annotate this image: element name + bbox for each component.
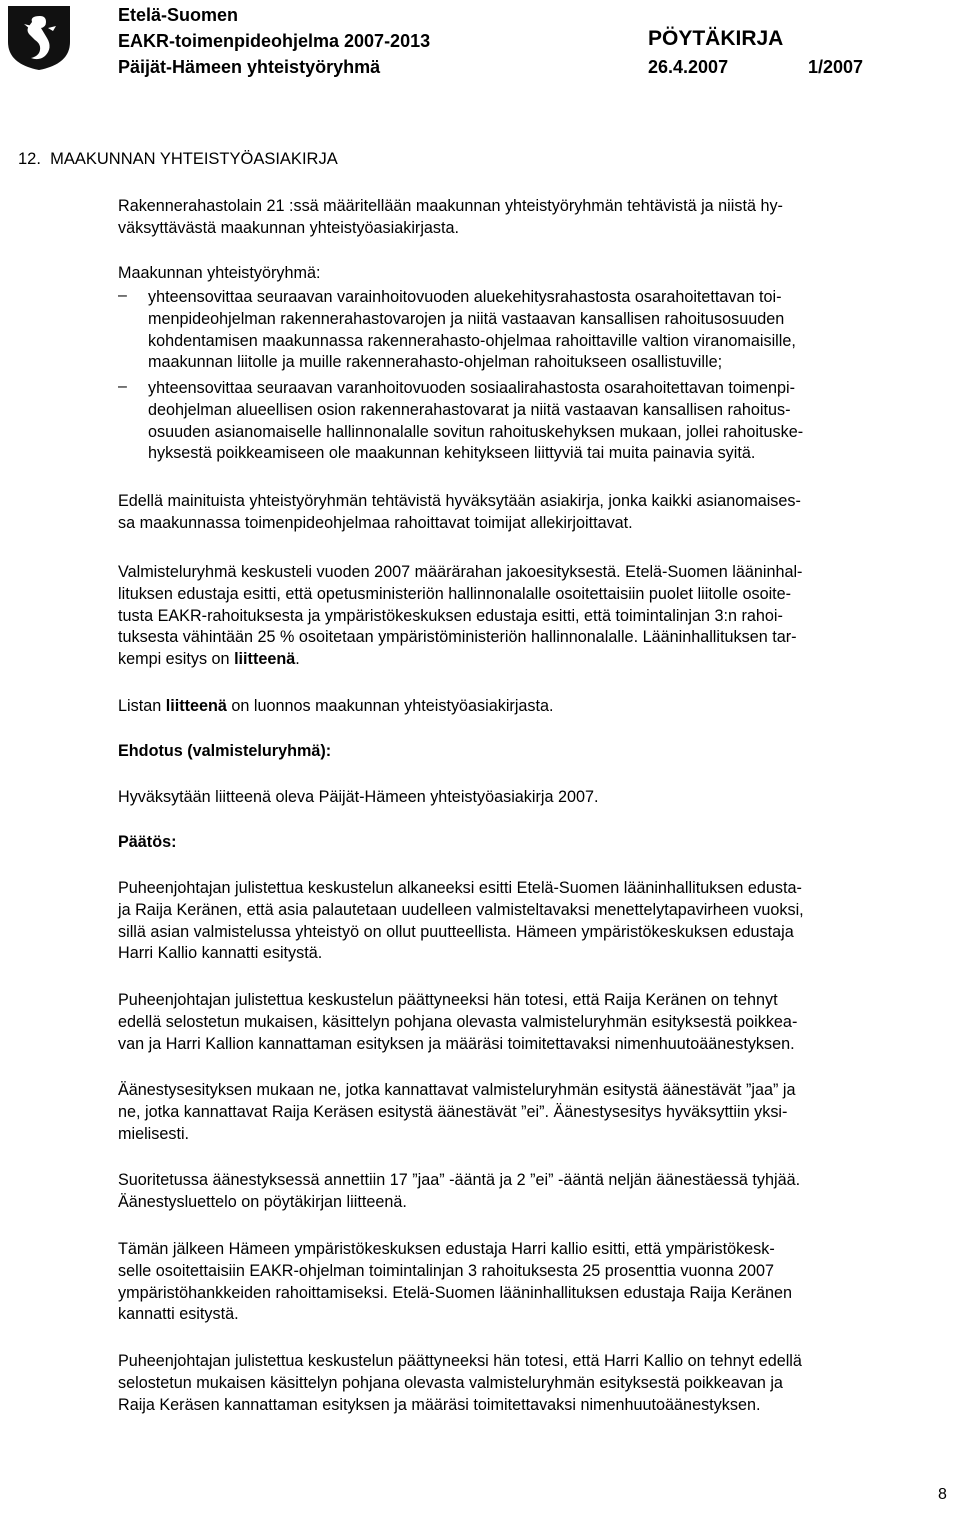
approval-paragraph: Edellä mainituista yhteistyöryhmän tehtävistä hyväksytään asiakirja, jonka kaikki asianomaises- sa maakunnassa toimenpideohjelmaa rahoittavat toimijat allekirjoittavat. — [118, 492, 801, 532]
list-dash: – — [118, 378, 127, 395]
list-intro: Maakunnan yhteistyöryhmä: — [118, 264, 321, 282]
list-dash: – — [118, 287, 127, 304]
decision-paragraph: Puheenjohtajan julistettua keskustelun päättyneeksi hän totesi, että Raija Keränen on tehnyt edellä selostetun mukaisen, käsittelyn pohjana olevasta valmisteluryhmän esityksestä poikkea- van ja Harri Kallion kannattaman esityksen ja määräsi toimitettavaksi nimenhuutoäänestyksen. — [118, 991, 798, 1053]
decision-paragraph: Suoritetussa äänestyksessä annettiin 17 ”jaa” -ääntä ja 2 ”ei” -ääntä neljän äänestäessä tyhjää. Äänestysluettelo on pöytäkirjan liitteenä. — [118, 1171, 801, 1211]
decision-paragraph: Äänestysesityksen mukaan ne, jotka kannattavat valmisteluryhmän esitystä äänestävät ”jaa” ja ne, jotka kannattavat Raija Keräsen esitystä äänestävät ”ei”. Äänestysesitys hyväksyttiin yksi- mielisesti. — [118, 1081, 796, 1143]
preparation-paragraph: Valmisteluryhmä keskusteli vuoden 2007 määrärahan jakoesityksestä. Etelä-Suomen lääninhal- lituksen edustaja esitti, että opetusministeriön hallinnonalalle osoitettaisiin puolet liitolle osoite- tusta EAKR-rahoituksesta ja ympäristökeskuksen edustaja esitti, että toimintalinjan 3:n rahoi- tuksesta vähintään 25 % osoitetaan ympäristöministeriön hallinnonalalle. Lääninhallituksen tar- kempi esitys on liitteenä. — [118, 563, 803, 669]
document-type: PÖYTÄKIRJA — [648, 27, 784, 50]
page-number: 8 — [938, 1486, 947, 1503]
proposal-text: Hyväksytään liitteenä oleva Päijät-Hämeen yhteistyöasiakirja 2007. — [118, 788, 599, 806]
decision-heading: Päätös: — [118, 833, 177, 851]
decision-paragraph: Puheenjohtajan julistettua keskustelun päättyneeksi hän totesi, että Harri Kallio on tehnyt edellä selostetun mukaisen käsittelyn pohjana olevasta valmisteluryhmän esityksestä poikkeavan ja Raija Keräsen kannattaman esityksen ja määräsi toimitettavaksi nimenhuutoäänestyksen. — [118, 1352, 802, 1414]
program-name: EAKR-toimenpideohjelma 2007-2013 — [118, 31, 431, 51]
proposal-heading: Ehdotus (valmisteluryhmä): — [118, 742, 332, 760]
attachment-note: Listan liitteenä on luonnos maakunnan yhteistyöasiakirjasta. — [118, 697, 554, 715]
intro-paragraph: Rakennerahastolain 21 :ssä määritellään maakunnan yhteistyöryhmän tehtävistä ja niistä hy- väksyttävästä maakunnan yhteistyöasiakirjasta. — [118, 197, 783, 237]
mermaid-coat-of-arms-logo — [4, 2, 74, 72]
list-item: yhteensovittaa seuraavan varanhoitovuoden sosiaalirahastosta osarahoitettavan toimenpi- deohjelman alueellisen osion rakennerahastovarat ja niitä vastaavan kansallisen rahoitus- osuuden asianomaiselle hallinnonalalle sovitun rahoituskehyksen mukaan, jollei rahoituske- hyksestä poikkeamiseen ole maakunnan kehitykseen liittyviä tai muita painavia syitä. — [148, 379, 804, 463]
organization-name: Etelä-Suomen — [118, 5, 239, 25]
committee-name: Päijät-Hämeen yhteistyöryhmä — [118, 57, 381, 77]
section-title: 12. MAAKUNNAN YHTEISTYÖASIAKIRJA — [18, 150, 338, 168]
decision-paragraph: Tämän jälkeen Hämeen ympäristökeskuksen edustaja Harri kallio esitti, että ympäristökesk- selle osoitettaisiin EAKR-ohjelman toimintalinjan 3 rahoituksesta 25 prosenttia vuonna 2007 ympäristöhankkeiden rahoittamiseksi. Etelä-Suomen lääninhallituksen edustaja Raija Keränen kannatti esitystä. — [118, 1240, 792, 1324]
list-item: yhteensovittaa seuraavan varainhoitovuoden aluekehitysrahastosta osarahoitettavan toi- menpideohjelman rakennerahastovarojen ja niitä vastaavan kansallisen rahoitusosuuden kohdentamisen maakunnassa rakennerahasto-ohjelmaa rahoittaville valtion viranomaisille, maakunnan liitolle ja muille rakennerahasto-ohjelman rahoitukseen osallistuville; — [148, 288, 796, 372]
document-number: 1/2007 — [808, 57, 864, 77]
document-date: 26.4.2007 — [648, 57, 729, 77]
decision-paragraph: Puheenjohtajan julistettua keskustelun alkaneeksi esitti Etelä-Suomen lääninhallituksen edusta- ja Raija Keränen, että asia palautetaan uudelleen valmisteltavaksi menettelytapavirheen vuoksi, sillä asian valmistelussa yhteistyö on ollut puutteellista. Hämeen ympäristökeskuksen edustaja Harri Kallio kannatti esitystä. — [118, 879, 804, 963]
